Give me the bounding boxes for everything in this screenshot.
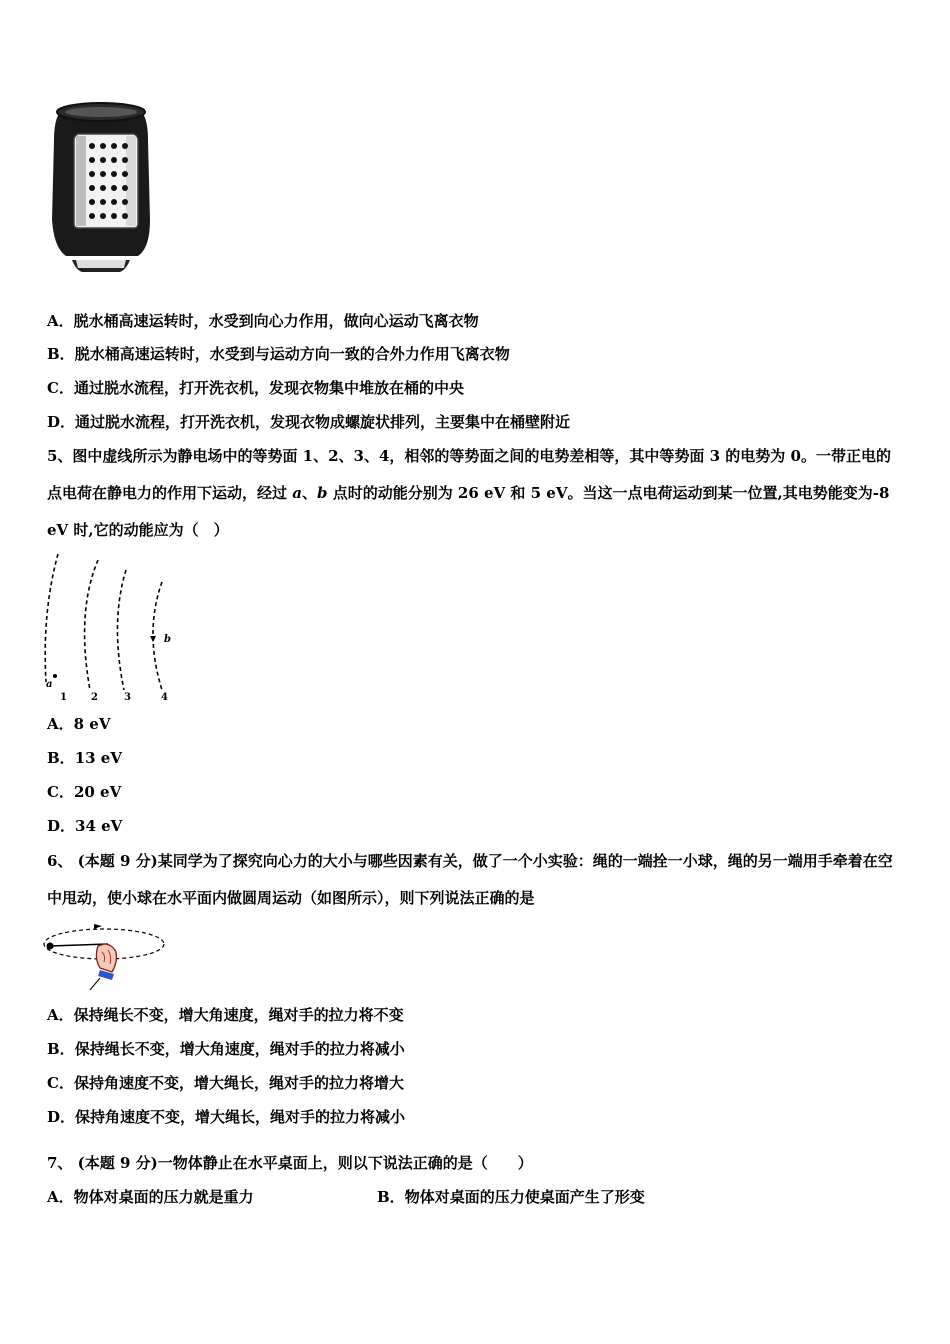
drum-hole	[122, 157, 128, 163]
drum-hole	[100, 171, 106, 177]
q5-var-a: a	[292, 484, 302, 502]
option-text: 34 eV	[75, 817, 123, 835]
option-letter: D．	[47, 817, 76, 835]
q5-separator: 、	[301, 484, 317, 502]
option-letter: C．	[47, 783, 74, 801]
q5-option-d	[47, 816, 122, 836]
option-letter: C．	[47, 1074, 74, 1092]
option-letter: B．	[47, 749, 75, 767]
label-b: b	[164, 634, 171, 645]
q5-stem-part1: 5、图中虚线所示为静电场中的等势面 1、2、3、4，相邻的等势面之间的电势差相等，其中等势面 3 的电势为 0。一带正电的点电荷在静电力的作用下运动，经过	[47, 447, 891, 502]
surface-label-3: 3	[124, 692, 131, 703]
drum-hole	[89, 157, 95, 163]
option-letter: A．	[47, 312, 74, 330]
drum-hole	[100, 143, 106, 149]
surface-label-4: 4	[161, 692, 168, 703]
point-a-dot	[53, 674, 57, 678]
drum-hole	[111, 213, 117, 219]
drum-hole	[89, 143, 95, 149]
drum-hole	[89, 171, 95, 177]
option-letter: B．	[47, 345, 75, 363]
ball	[47, 943, 54, 950]
dryer-drum-figure	[46, 100, 158, 276]
drum-hole	[100, 185, 106, 191]
drum-hole	[100, 157, 106, 163]
q4-option-a	[47, 311, 479, 331]
surface-label-1: 1	[60, 692, 67, 703]
option-text: 物体对桌面的压力使桌面产生了形变	[404, 1188, 645, 1206]
q5-stem-part2: 点时的动能分别为 26 eV 和 5 eV。当这一点电荷运动到某一位置,其电势能变为-8 eV 时,它的动能应为（ ）	[47, 484, 890, 539]
q7-stem: 7、 (本题 9 分)一物体静止在水平桌面上，则以下说法正确的是（ ）	[47, 1154, 533, 1172]
drum-hole	[122, 171, 128, 177]
option-letter: D．	[47, 413, 76, 431]
drum-hole	[100, 213, 106, 219]
circular-motion-figure	[42, 922, 170, 994]
q4-option-d	[47, 412, 570, 432]
q5-option-b	[47, 748, 122, 768]
q6-option-d	[47, 1107, 405, 1127]
q6-stem: 6、 (本题 9 分)某同学为了探究向心力的大小与哪些因素有关，做了一个小实验：绳的一端拴一小球，绳的另一端用手牵着在空中甩动，使小球在水平面内做圆周运动（如图所示），则下列说法正确的是	[47, 852, 893, 907]
option-letter: D．	[47, 1108, 76, 1126]
q5-var-b: b	[316, 484, 328, 502]
option-text: 通过脱水流程，打开洗衣机，发现衣物成螺旋状排列，主要集中在桶壁附近	[75, 413, 571, 431]
q6-option-b	[47, 1039, 405, 1059]
drum-hole	[89, 213, 95, 219]
drum-hole	[111, 171, 117, 177]
option-letter: B．	[377, 1188, 405, 1206]
q4-option-c	[47, 378, 464, 398]
q5-option-a	[47, 714, 110, 734]
q7-option-a	[47, 1187, 254, 1207]
equipotential-figure	[40, 552, 180, 704]
q4-option-b	[47, 344, 510, 364]
drum-hole	[122, 213, 128, 219]
motion-arrow	[94, 924, 102, 929]
drum-hole	[111, 185, 117, 191]
drum-hole	[122, 185, 128, 191]
drum-window	[74, 134, 138, 228]
option-text: 保持角速度不变，增大绳长，绳对手的拉力将增大	[73, 1074, 404, 1092]
option-text: 8 eV	[73, 715, 111, 733]
option-text: 保持绳长不变，增大角速度，绳对手的拉力将减小	[74, 1040, 405, 1058]
q6-option-a	[47, 1005, 404, 1025]
option-text: 保持绳长不变，增大角速度，绳对手的拉力将不变	[73, 1006, 404, 1024]
equipotential-line-2	[85, 560, 98, 690]
option-text: 保持角速度不变，增大绳长，绳对手的拉力将减小	[75, 1108, 406, 1126]
option-letter: A．	[47, 1188, 74, 1206]
option-letter: C．	[47, 379, 74, 397]
option-text: 通过脱水流程，打开洗衣机，发现衣物集中堆放在桶的中央	[73, 379, 464, 397]
equipotential-line-3	[117, 570, 126, 690]
surface-label-2: 2	[91, 692, 98, 703]
drum-hole	[122, 143, 128, 149]
drum-hole	[122, 199, 128, 205]
option-text: 脱水桶高速运转时，水受到向心力作用，做向心运动飞离衣物	[73, 312, 479, 330]
option-text: 脱水桶高速运转时，水受到与运动方向一致的合外力作用飞离衣物	[74, 345, 510, 363]
option-text: 物体对桌面的压力就是重力	[73, 1188, 254, 1206]
label-a: a	[46, 679, 53, 690]
drum-hole	[100, 199, 106, 205]
drum-hole	[89, 199, 95, 205]
q5-option-c	[47, 782, 121, 802]
q7-option-b	[377, 1187, 645, 1207]
drum-hole	[111, 199, 117, 205]
option-letter: B．	[47, 1040, 75, 1058]
option-text: 20 eV	[73, 783, 122, 801]
equipotential-line-1	[45, 554, 58, 682]
option-text: 13 eV	[74, 749, 122, 767]
drum-hole	[111, 157, 117, 163]
point-b-arrow	[150, 636, 156, 642]
option-letter: A．	[47, 1006, 74, 1024]
hand	[90, 944, 117, 990]
q6-option-c	[47, 1073, 404, 1093]
q5-stem	[47, 438, 905, 549]
option-letter: A．	[47, 715, 74, 733]
drum-hole	[89, 185, 95, 191]
drum-hole	[111, 143, 117, 149]
